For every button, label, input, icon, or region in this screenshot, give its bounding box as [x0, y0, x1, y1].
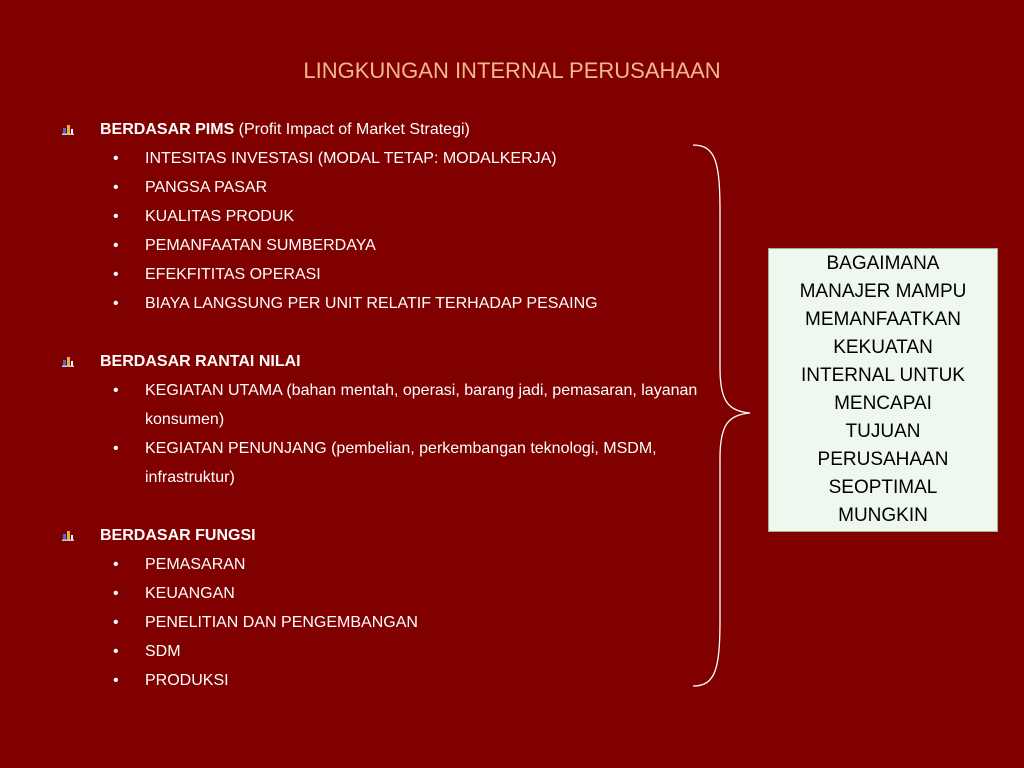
section	[60, 115, 730, 318]
list-item	[60, 579, 730, 608]
callout-box	[768, 248, 998, 532]
list-item	[60, 637, 730, 666]
list-item	[60, 666, 730, 695]
bullet-icon: •	[113, 295, 119, 312]
bullet-icon: •	[113, 672, 119, 689]
bullet-icon: •	[113, 556, 119, 573]
bullet-list	[60, 144, 730, 318]
callout-line: MANAJER MAMPU	[799, 281, 967, 302]
bullet-icon: •	[113, 237, 119, 254]
bullet-icon: •	[113, 382, 119, 399]
list-item	[60, 608, 730, 637]
list-item-text: SDM	[145, 643, 181, 660]
list-item	[60, 376, 730, 434]
small-chart-icon	[62, 355, 74, 367]
list-item-text: KEUANGAN	[145, 585, 235, 602]
list-item-text: KEGIATAN PENUNJANG (pembelian, perkembangan teknologi, MSDM, infrastruktur)	[145, 440, 657, 486]
list-item	[60, 173, 730, 202]
list-item-text: PEMANFAATAN SUMBERDAYA	[145, 237, 376, 254]
section-heading	[60, 115, 730, 144]
content-list	[60, 115, 730, 724]
section	[60, 521, 730, 695]
small-chart-icon	[62, 529, 74, 541]
bullet-icon: •	[113, 440, 119, 457]
list-item-text: BIAYA LANGSUNG PER UNIT RELATIF TERHADAP PESAING	[145, 295, 598, 312]
bullet-list	[60, 376, 730, 492]
list-item	[60, 260, 730, 289]
bullet-icon: •	[113, 266, 119, 283]
list-item	[60, 144, 730, 173]
section-heading-bold: BERDASAR FUNGSI	[100, 527, 256, 544]
slide-title: LINGKUNGAN INTERNAL PERUSAHAAN	[303, 58, 721, 83]
list-item	[60, 289, 730, 318]
list-item-text: EFEKFITITAS OPERASI	[145, 266, 321, 283]
section-heading	[60, 521, 730, 550]
list-item	[60, 434, 730, 492]
list-item	[60, 202, 730, 231]
callout-line: PERUSAHAAN	[817, 449, 949, 470]
list-item	[60, 231, 730, 260]
list-item-text: INTESITAS INVESTASI (MODAL TETAP: MODALKERJA)	[145, 150, 557, 167]
list-item-text: PEMASARAN	[145, 556, 246, 573]
small-chart-icon	[62, 123, 74, 135]
list-item-text: KEGIATAN UTAMA (bahan mentah, operasi, barang jadi, pemasaran, layanan konsumen)	[145, 382, 698, 428]
bullet-icon: •	[113, 585, 119, 602]
bullet-icon: •	[113, 208, 119, 225]
callout-line: MEMANFAATKAN	[805, 309, 961, 330]
bullet-icon: •	[113, 614, 119, 631]
bullet-list	[60, 550, 730, 695]
list-item-text: PENELITIAN DAN PENGEMBANGAN	[145, 614, 418, 631]
curly-brace-icon	[688, 143, 758, 688]
callout-line: MUNGKIN	[838, 505, 928, 526]
section-heading-bold: BERDASAR PIMS	[100, 121, 235, 138]
section-heading	[60, 347, 730, 376]
list-item-text: PRODUKSI	[145, 672, 229, 689]
list-item-text: KUALITAS PRODUK	[145, 208, 295, 225]
list-item-text: PANGSA PASAR	[145, 179, 268, 196]
callout-line: BAGAIMANA	[826, 253, 940, 274]
callout-line: MENCAPAI	[834, 393, 932, 414]
callout-line: KEKUATAN	[833, 337, 933, 358]
section	[60, 347, 730, 492]
callout-line: SEOPTIMAL	[828, 477, 938, 498]
list-item	[60, 550, 730, 579]
bullet-icon: •	[113, 179, 119, 196]
section-heading-rest: (Profit Impact of Market Strategi)	[234, 121, 470, 138]
bullet-icon: •	[113, 643, 119, 660]
callout-line: TUJUAN	[845, 421, 921, 442]
bullet-icon: •	[113, 150, 119, 167]
section-heading-bold: BERDASAR RANTAI NILAI	[100, 353, 301, 370]
callout-line: INTERNAL UNTUK	[801, 365, 965, 386]
